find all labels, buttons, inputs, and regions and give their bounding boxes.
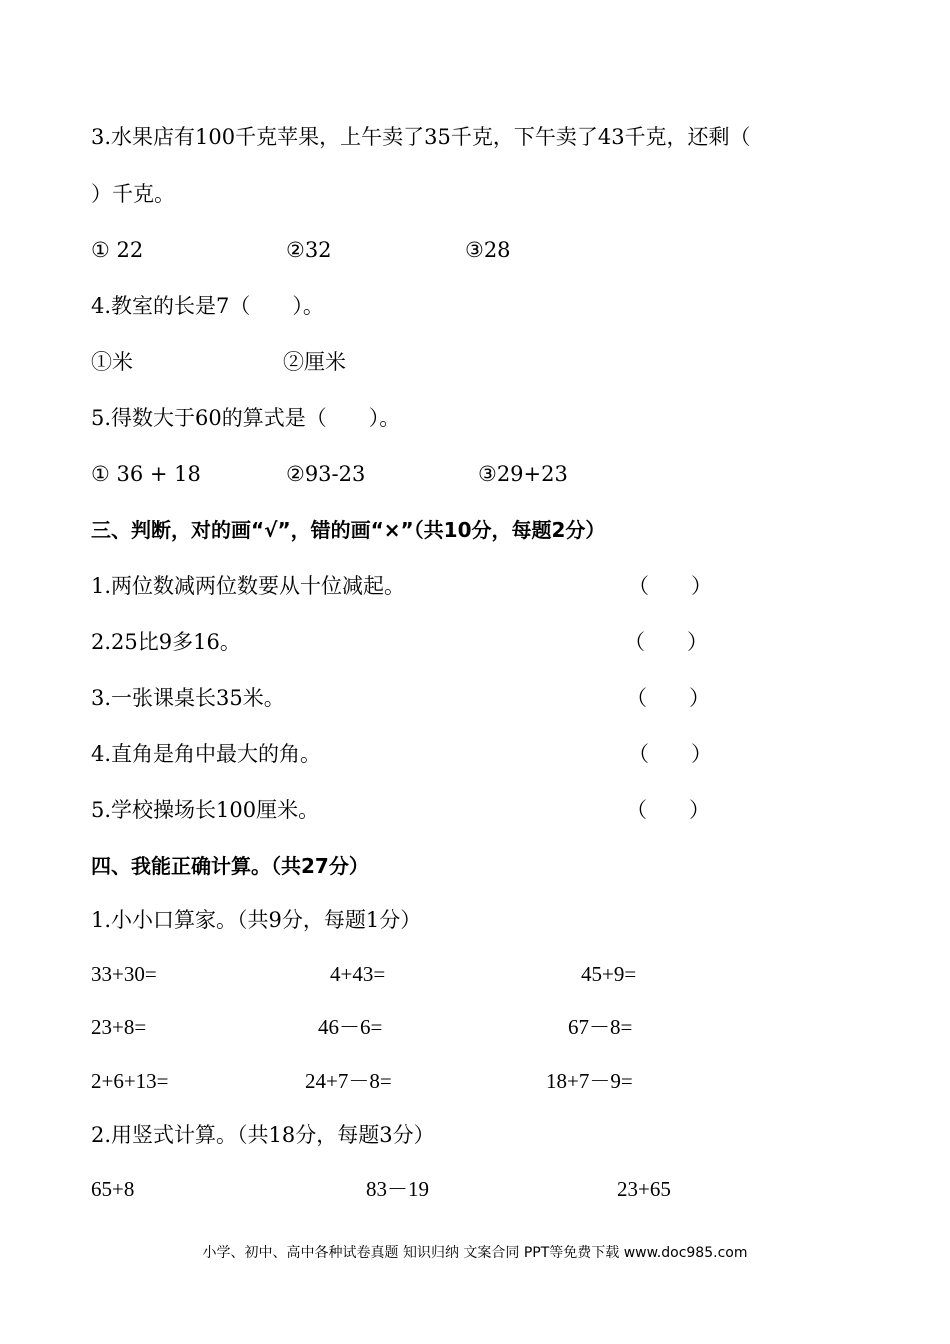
question-4-option-1: ①米	[91, 350, 133, 374]
question-3-option-2: ②32	[286, 238, 332, 262]
oral-calc-item: 46－6=	[318, 1015, 383, 1039]
vertical-calc-item: 65+8	[91, 1177, 135, 1201]
question-3-line1: 3.水果店有100千克苹果，上午卖了35千克，下午卖了43千克，还剩（	[91, 125, 751, 149]
oral-calc-item: 18+7－9=	[546, 1069, 633, 1093]
question-4-option-2: ②厘米	[283, 350, 346, 374]
judge-answer-blank-5[interactable]: （ ）	[626, 798, 710, 822]
judge-item-1: 1.两位数减两位数要从十位减起。	[91, 574, 406, 598]
question-5-option-2: ②93-23	[286, 462, 366, 486]
judge-answer-blank-4[interactable]: （ ）	[628, 742, 712, 766]
vertical-calc-item: 23+65	[617, 1177, 671, 1201]
question-3-line2: ）千克。	[91, 182, 175, 206]
judge-item-3: 3.一张课桌长35米。	[91, 686, 285, 710]
judge-answer-blank-3[interactable]: （ ）	[626, 686, 710, 710]
oral-calc-item: 2+6+13=	[91, 1069, 169, 1093]
oral-calc-item: 33+30=	[91, 962, 157, 986]
judge-item-5: 5.学校操场长100厘米。	[91, 798, 320, 822]
judge-item-2: 2.25比9多16。	[91, 630, 241, 654]
calc-section-heading: 四、我能正确计算。（共27分）	[91, 854, 369, 878]
question-5-text: 5.得数大于60的算式是（ ）。	[91, 406, 401, 430]
judge-item-4: 4.直角是角中最大的角。	[91, 742, 322, 766]
judge-section-heading: 三、判断，对的画“√”，错的画“×”（共10分，每题2分）	[91, 518, 606, 542]
oral-calc-item: 67－8=	[568, 1015, 633, 1039]
oral-calc-item: 23+8=	[91, 1015, 147, 1039]
vertical-calc-item: 83－19	[366, 1177, 429, 1201]
oral-calc-item: 45+9=	[581, 962, 637, 986]
oral-calc-item: 4+43=	[330, 962, 386, 986]
vertical-calc-title: 2.用竖式计算。（共18分，每题3分）	[91, 1123, 435, 1147]
question-4-text: 4.教室的长是7（ ）。	[91, 294, 324, 318]
question-5-option-1: ① 36 + 18	[91, 462, 201, 486]
oral-calc-title: 1.小小口算家。（共9分，每题1分）	[91, 908, 422, 932]
judge-answer-blank-1[interactable]: （ ）	[628, 574, 712, 598]
question-3-option-3: ③28	[465, 238, 511, 262]
judge-answer-blank-2[interactable]: （ ）	[624, 630, 708, 654]
page-footer: 小学、初中、高中各种试卷真题 知识归纳 文案合同 PPT等免费下载 www.doc985.com	[202, 1245, 748, 1261]
oral-calc-item: 24+7－8=	[305, 1069, 392, 1093]
question-3-option-1: ① 22	[91, 238, 144, 262]
question-5-option-3: ③29+23	[478, 462, 568, 486]
